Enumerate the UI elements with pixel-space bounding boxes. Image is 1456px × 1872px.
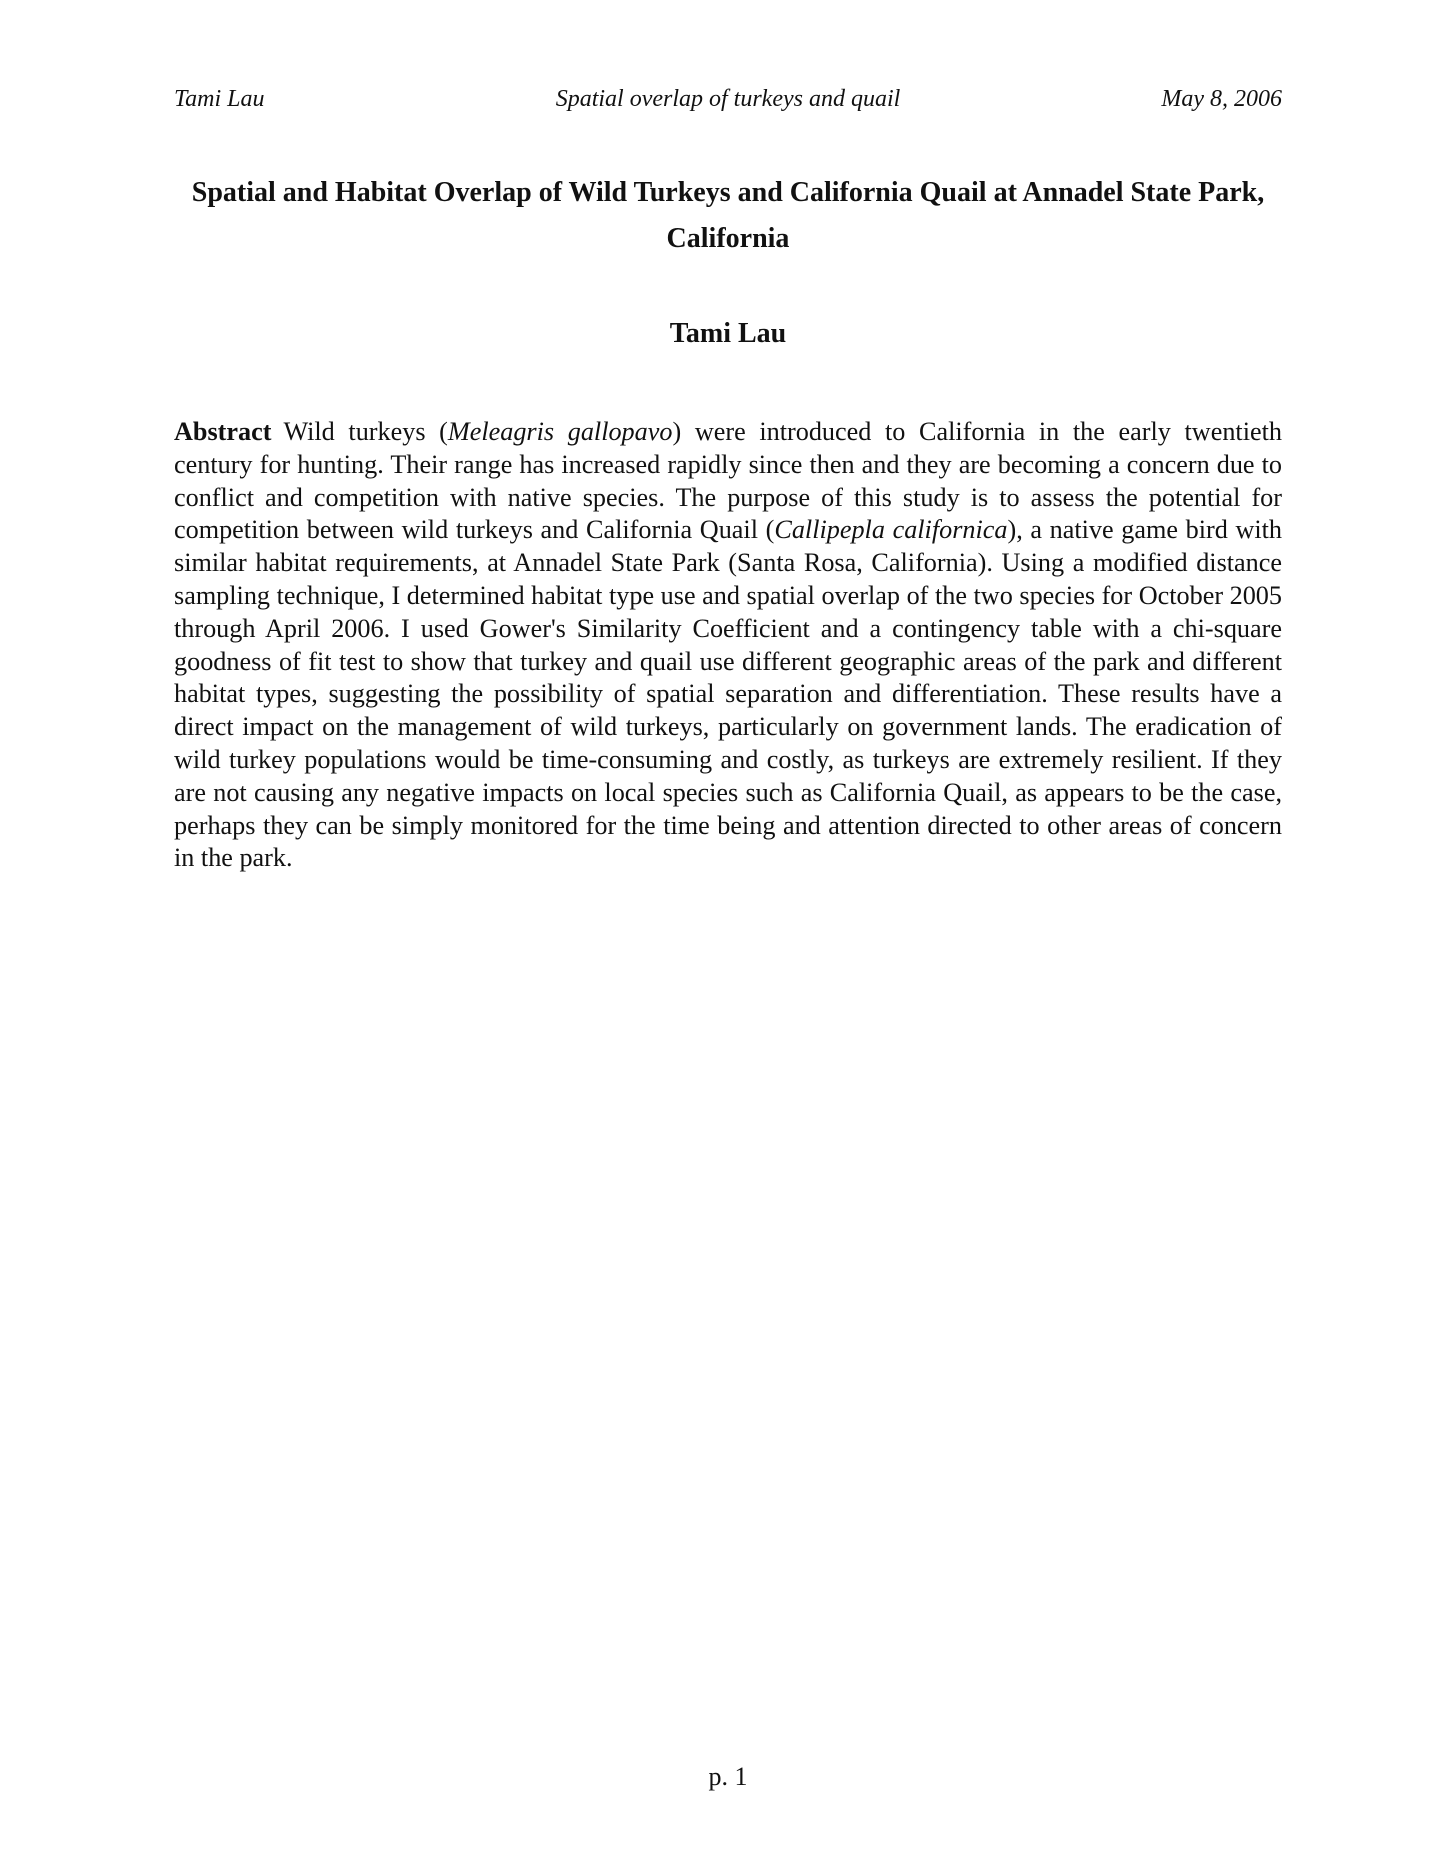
running-header <box>174 86 1282 116</box>
abstract-text-part3: ), a native game bird with similar habitat requirements, at Annadel State Park (Santa Rosa, California). Using a modified distance sampling technique, I determined habitat type use and spatial overlap of the two species for October 2005 through April 2006. I used Gower's Similarity Coefficient and a contingency table with a chi-square goodness of fit test to show that turkey and quail use different geographic areas of the park and different habitat types, suggesting the possibility of spatial separation and differentiation. These results have a direct impact on the management of wild turkeys, particularly on government lands. The eradication of wild turkey populations would be time-consuming and costly, as turkeys are extremely resilient. If they are not causing any negative impacts on local species such as California Quail, as appears to be the case, perhaps they can be simply monitored for the time being and attention directed to other areas of concern in the park. <box>174 515 1283 873</box>
header-running-title: Spatial overlap of turkeys and quail <box>555 86 901 112</box>
header-date: May 8, 2006 <box>1161 86 1282 112</box>
header-author: Tami Lau <box>174 86 265 112</box>
abstract-text-part1: Wild turkeys ( <box>283 417 448 446</box>
abstract-label: Abstract <box>174 417 272 446</box>
abstract-text-part2: ) were introduced to California in the early twentieth century for hunting. Their range has increased rapidly since then and they are becoming a concern due to conflict and competition with native species. The purpose of this study is to assess the potential for competition between wild turkeys and California Quail ( <box>174 417 1282 545</box>
paper-title: Spatial and Habitat Overlap of Wild Turkeys and California Quail at Annadel State Park, California <box>191 177 1265 254</box>
page-number: p. 1 <box>708 1762 748 1791</box>
paper-author: Tami Lau <box>669 318 787 349</box>
abstract-paragraph <box>174 416 1282 875</box>
species-name-quail: Callipepla californica <box>774 515 1008 545</box>
species-name-turkey: Meleagris gallopavo <box>447 417 673 446</box>
